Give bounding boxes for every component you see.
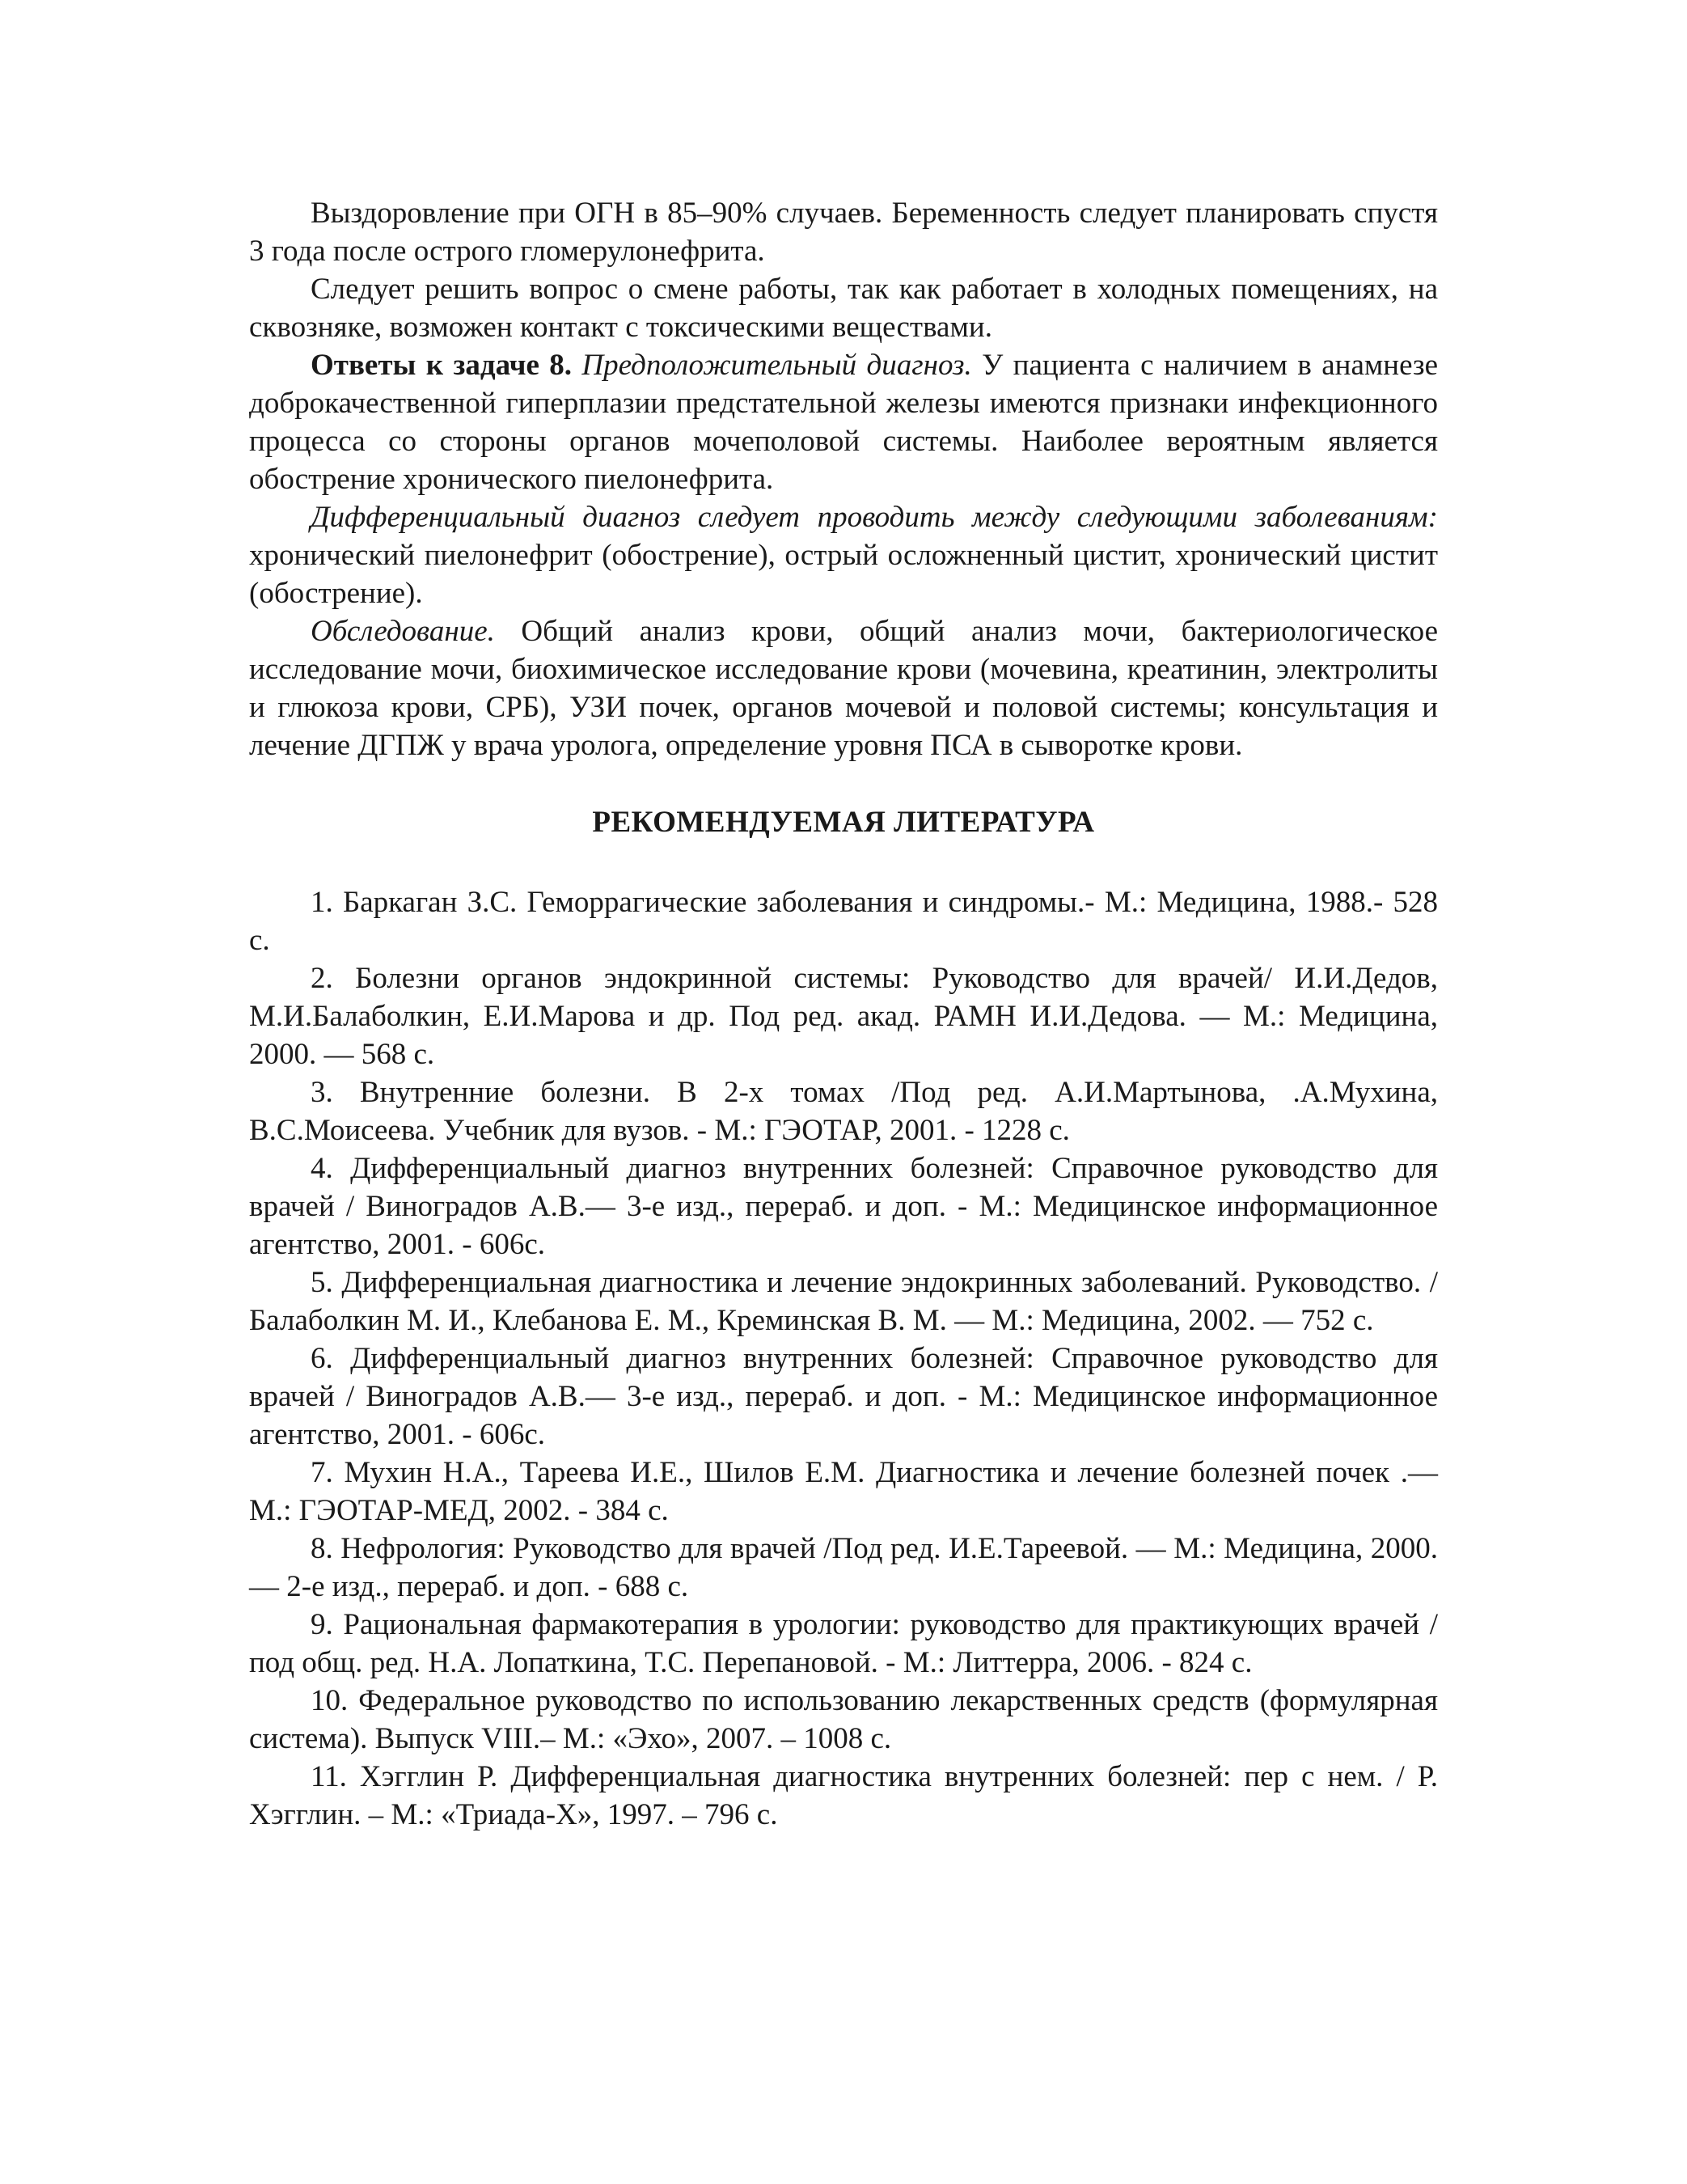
differential-diagnosis-label: Дифференциальный диагноз следует проводить между следующими заболеваниям: [311, 501, 1438, 534]
task-answer-heading: Ответы к задаче 8. [311, 349, 573, 382]
paragraph-text: хронический пиелонефрит (обострение), острый осложненный цистит, хронический цистит (обострение). [249, 539, 1438, 610]
literature-item: 2. Болезни органов эндокринной системы: Руководство для врачей/ И.И.Дедов, М.И.Балаболкин, Е.И.Марова и др. Под ред. акад. РАМН И.И.Дедова. — М.: Медицина, 2000. — 568 с. [249, 962, 1438, 1071]
paragraph-text: Следует решить вопрос о смене работы, так как работает в холодных помещениях, на сквозняке, возможен контакт с токсическими веществами. [249, 273, 1438, 344]
preliminary-diagnosis-label: Предположительный диагноз. [581, 349, 972, 382]
literature-item: 11. Хэгглин Р. Дифференциальная диагностика внутренних болезней: пер с нем. / Р. Хэгглин. – М.: «Триада-Х», 1997. – 796 с. [249, 1760, 1438, 1831]
literature-item: 10. Федеральное руководство по использованию лекарственных средств (формулярная система). Выпуск VIII.– М.: «Эхо», 2007. – 1008 с. [249, 1684, 1438, 1755]
paragraph-text: Выздоровление при ОГН в 85–90% случаев. Беременность следует планировать спустя 3 года после острого гломерулонефрита. [249, 197, 1438, 268]
paragraph-work-change [249, 270, 1438, 346]
literature-item: 3. Внутренние болезни. В 2-х томах /Под ред. А.И.Мартынова, .А.Мухина, В.С.Моисеева. Учебник для вузов. - М.: ГЭОТАР, 2001. - 1228 с. [249, 1076, 1438, 1147]
paragraph-examination [249, 612, 1438, 764]
literature-item: 4. Дифференциальный диагноз внутренних болезней: Справочное руководство для врачей / Виноградов А.В.— 3-е изд., перераб. и доп. - М.: Медицинское информационное агентство, 2001. - 606с. [249, 1152, 1438, 1261]
literature-item: 9. Рациональная фармакотерапия в урологии: руководство для практикующих врачей / под общ. ред. Н.А. Лопаткина, Т.С. Перепановой. - М.: Литтерра, 2006. - 824 с. [249, 1608, 1438, 1679]
paragraph-differential-diagnosis [249, 498, 1438, 612]
literature-item: 7. Мухин Н.А., Тареева И.Е., Шилов Е.М. Диагностика и лечение болезней почек .— М.: ГЭОТАР-МЕД, 2002. - 384 с. [249, 1456, 1438, 1527]
literature-item: 1. Баркаган З.С. Геморрагические заболевания и синдромы.- М.: Медицина, 1988.- 528 с. [249, 886, 1438, 957]
paragraph-text: У пациента с наличием в анамнезе доброкачественной гиперплазии предстательной железы имеются признаки инфекционного процесса со стороны органов мочеполовой системы. Наиболее вероятным является обострение хронического пиелонефрита. [249, 349, 1439, 496]
literature-heading: РЕКОМЕНДУЕМАЯ ЛИТЕРАТУРА [592, 806, 1095, 839]
document-page [249, 194, 1438, 1834]
literature-list [249, 883, 1438, 1834]
paragraph-text: Общий анализ крови, общий анализ мочи, бактериологическое исследование мочи, биохимическое исследование крови (мочевина, креатинин, электролиты и глюкоза крови, СРБ), УЗИ почек, органов мочевой и половой системы; консультация и лечение ДГПЖ у врача уролога, определение уровня ПСА в сыворотке крови. [249, 615, 1438, 762]
paragraph-recovery [249, 194, 1438, 270]
literature-item: 8. Нефрология: Руководство для врачей /Под ред. И.Е.Тареевой. — М.: Медицина, 2000. — 2-е изд., перераб. и доп. - 688 с. [249, 1532, 1438, 1603]
paragraph-task-8-answers [249, 346, 1438, 498]
literature-item: 5. Дифференциальная диагностика и лечение эндокринных заболеваний. Руководство. / Балаболкин М. И., Клебанова Е. М., Креминская В. М. — М.: Медицина, 2002. — 752 с. [249, 1266, 1438, 1337]
literature-item: 6. Дифференциальный диагноз внутренних болезней: Справочное руководство для врачей / Виноградов А.В.— 3-е изд., перераб. и доп. - М.: Медицинское информационное агентство, 2001. - 606с. [249, 1342, 1438, 1451]
examination-label: Обследование. [311, 615, 495, 648]
